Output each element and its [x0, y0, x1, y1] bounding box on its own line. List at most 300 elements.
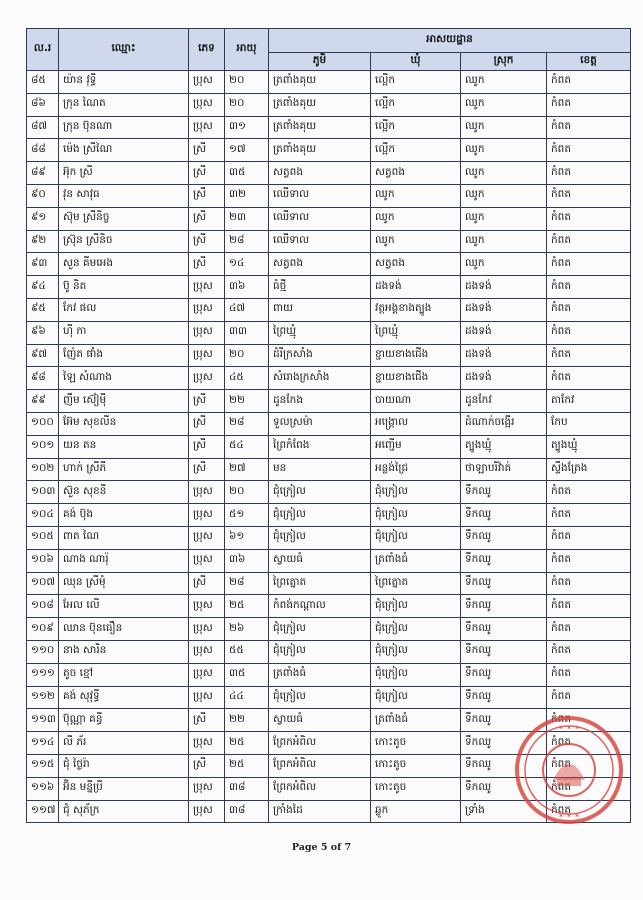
cell-commune: អង្គ្រោល	[371, 412, 461, 435]
table-row	[27, 71, 631, 94]
cell-commune: ជុំក្រៀល	[371, 481, 461, 504]
cell-commune: ល្អើក	[371, 93, 461, 116]
cell-age: ៣៥	[225, 162, 269, 185]
cell-age: ២៨	[225, 412, 269, 435]
cell-village: ឈើទាល	[269, 207, 371, 230]
cell-commune: ខ្ជាយខាងជើង	[371, 344, 461, 367]
cell-age: ៣៥	[225, 663, 269, 686]
table-row	[27, 618, 631, 641]
cell-village: ជុំក្រៀល	[269, 686, 371, 709]
cell-age: ៣៣	[225, 321, 269, 344]
cell-sex: ប្រុស	[189, 640, 225, 663]
cell-age: ២៨	[225, 230, 269, 253]
table-header	[27, 29, 631, 71]
cell-name: ឡៃ សំណាង	[59, 367, 189, 390]
cell-commune: ល្អើក	[371, 116, 461, 139]
cell-name: ឈាន ប៊ុនធឿន	[59, 618, 189, 641]
cell-age: ៤៤	[225, 686, 269, 709]
cell-commune: ព្រៃឃ្មុំ	[371, 321, 461, 344]
cell-commune: ព្រៃត្នោត	[371, 572, 461, 595]
cell-district: ដងទង់	[461, 344, 547, 367]
roster-table	[26, 28, 631, 823]
cell-province: កំពត	[547, 800, 631, 823]
table-row	[27, 572, 631, 595]
table-row	[27, 526, 631, 549]
cell-province: កំពត	[547, 686, 631, 709]
cell-no: ៨៨	[27, 139, 59, 162]
cell-no: ១០៣	[27, 481, 59, 504]
cell-commune: ត្រពាំងធំ	[371, 709, 461, 732]
cell-name: អ៊ិន មន្នីប្រី	[59, 777, 189, 800]
cell-commune: ត្រពាំងធំ	[371, 549, 461, 572]
cell-name: ហ៊ី កា	[59, 321, 189, 344]
cell-age: ២៥	[225, 595, 269, 618]
cell-commune: ជុំក្រៀល	[371, 595, 461, 618]
cell-commune: សត្វពង	[371, 162, 461, 185]
cell-age: ១៤	[225, 253, 269, 276]
cell-commune: ដងទង់	[371, 276, 461, 299]
cell-commune: ជុំក្រៀល	[371, 686, 461, 709]
cell-age: ៤៧	[225, 298, 269, 321]
cell-province: កំពត	[547, 504, 631, 527]
cell-sex: ប្រុស	[189, 298, 225, 321]
cell-age: ២៧	[225, 458, 269, 481]
table-body	[27, 71, 631, 823]
table-row	[27, 686, 631, 709]
cell-no: ១១៤	[27, 732, 59, 755]
table-row	[27, 276, 631, 299]
cell-province: កំពត	[547, 777, 631, 800]
cell-no: ៨៥	[27, 71, 59, 94]
cell-village: ឈើទាល	[269, 184, 371, 207]
cell-district: ទឹកឈូ	[461, 504, 547, 527]
cell-district: ទ្រាំង	[461, 800, 547, 823]
cell-district: ឈូក	[461, 71, 547, 94]
cell-sex: ប្រុស	[189, 595, 225, 618]
cell-no: ៩៧	[27, 344, 59, 367]
cell-district: ដងទង់	[461, 276, 547, 299]
cell-province: កំពត	[547, 367, 631, 390]
cell-age: ៣៦	[225, 549, 269, 572]
header-sex: ភេទ	[189, 29, 225, 71]
cell-province: កំពត	[547, 298, 631, 321]
cell-commune: កោះតូច	[371, 777, 461, 800]
table-row	[27, 116, 631, 139]
cell-name: ស៊ួន សុខនី	[59, 481, 189, 504]
table-row	[27, 207, 631, 230]
cell-name: យ៉ាន វុទ្ធី	[59, 71, 189, 94]
cell-village: ព្រៃត្នោត	[269, 572, 371, 595]
table-row	[27, 367, 631, 390]
cell-village: ជុំក្រៀល	[269, 618, 371, 641]
cell-age: ៥១	[225, 504, 269, 527]
cell-commune: កោះតូច	[371, 732, 461, 755]
table-row	[27, 435, 631, 458]
cell-village: ជុំក្រៀល	[269, 504, 371, 527]
header-district: ស្រុក	[461, 53, 547, 71]
cell-district: ឈូក	[461, 162, 547, 185]
cell-age: ២០	[225, 344, 269, 367]
cell-province: កំពត	[547, 276, 631, 299]
cell-name: សួន គីមអេង	[59, 253, 189, 276]
header-commune: ឃុំ	[371, 53, 461, 71]
cell-sex: ប្រុស	[189, 367, 225, 390]
cell-district: ដងទង់	[461, 298, 547, 321]
table-row	[27, 184, 631, 207]
cell-village: ព្រែកអំពិល	[269, 754, 371, 777]
cell-village: កំពង់កណ្តាល	[269, 595, 371, 618]
cell-commune: បាយណា	[371, 390, 461, 413]
table-row	[27, 253, 631, 276]
cell-name: វុន សាវុធ	[59, 184, 189, 207]
cell-sex: ប្រុស	[189, 276, 225, 299]
cell-sex: ស្រី	[189, 458, 225, 481]
cell-name: នាង សារិន	[59, 640, 189, 663]
cell-village: ស្វាយធំ	[269, 549, 371, 572]
cell-name: កែវ ផល	[59, 298, 189, 321]
cell-name: ក្រុន ណៃត	[59, 93, 189, 116]
cell-commune: ជុំក្រៀល	[371, 640, 461, 663]
cell-sex: ស្រី	[189, 412, 225, 435]
header-address: អាសយដ្ឋាន	[269, 29, 631, 53]
cell-province: កំពត	[547, 663, 631, 686]
cell-age: ៣២	[225, 184, 269, 207]
cell-district: ដំណាក់ចង្អើរ	[461, 412, 547, 435]
cell-district: ថាឡាបរិវ៉ាត់	[461, 458, 547, 481]
cell-village: ជុំក្រៀល	[269, 526, 371, 549]
cell-district: ទឹកឈូ	[461, 481, 547, 504]
cell-no: ៩៨	[27, 367, 59, 390]
table-row	[27, 458, 631, 481]
cell-sex: ប្រុស	[189, 777, 225, 800]
cell-age: ២០	[225, 71, 269, 94]
cell-no: ១១០	[27, 640, 59, 663]
cell-commune: ជុំក្រៀល	[371, 526, 461, 549]
cell-commune: សត្វពង	[371, 253, 461, 276]
table-row	[27, 162, 631, 185]
cell-age: ៣៦	[225, 276, 269, 299]
cell-district: ឈូក	[461, 116, 547, 139]
table-row	[27, 640, 631, 663]
header-age: អាយុ	[225, 29, 269, 71]
cell-age: ២៣	[225, 207, 269, 230]
cell-sex: ប្រុស	[189, 800, 225, 823]
cell-village: ឈើទាល	[269, 230, 371, 253]
cell-commune: ឈូក	[371, 184, 461, 207]
cell-commune: ខ្ជាយខាងជើង	[371, 367, 461, 390]
cell-district: ទឹកឈូ	[461, 732, 547, 755]
cell-district: ទឹកឈូ	[461, 526, 547, 549]
table-row	[27, 230, 631, 253]
cell-name: អ៊ែម សុខលីន	[59, 412, 189, 435]
cell-district: ទឹកឈូ	[461, 663, 547, 686]
cell-province: កំពត	[547, 732, 631, 755]
cell-district: ឈូក	[461, 139, 547, 162]
cell-no: ១០០	[27, 412, 59, 435]
cell-district: ឈូក	[461, 184, 547, 207]
cell-sex: ប្រុស	[189, 71, 225, 94]
cell-sex: ស្រី	[189, 207, 225, 230]
cell-name: ស៊ុម ស្រីនិច្ច	[59, 207, 189, 230]
cell-age: ២៨	[225, 572, 269, 595]
cell-age: ៤៥	[225, 367, 269, 390]
cell-sex: ប្រុស	[189, 93, 225, 116]
cell-commune: អញ្ជើម	[371, 435, 461, 458]
cell-village: ព្រៃកំពែង	[269, 435, 371, 458]
table-row	[27, 390, 631, 413]
cell-province: តាកែវ	[547, 390, 631, 413]
cell-commune: ឈូក	[371, 207, 461, 230]
cell-district: ទឹកឈូ	[461, 572, 547, 595]
cell-village: ព្រៃឃ្មុំ	[269, 321, 371, 344]
cell-no: ៩៥	[27, 298, 59, 321]
cell-village: ព្រែកអំពិល	[269, 777, 371, 800]
cell-province: កំពត	[547, 93, 631, 116]
cell-no: ១១៦	[27, 777, 59, 800]
cell-province: កំពត	[547, 754, 631, 777]
cell-no: ១០៩	[27, 618, 59, 641]
cell-village: មន	[269, 458, 371, 481]
cell-no: ៩៩	[27, 390, 59, 413]
cell-commune: ល្អើក	[371, 139, 461, 162]
cell-district: ទឹកឈូ	[461, 640, 547, 663]
svg-text:✶ ✶ ✶: ✶ ✶ ✶	[557, 812, 581, 820]
cell-commune: កោះតូច	[371, 754, 461, 777]
cell-age: ៣១	[225, 116, 269, 139]
cell-sex: ស្រី	[189, 162, 225, 185]
cell-age: ៥៤	[225, 435, 269, 458]
cell-no: ៩១	[27, 207, 59, 230]
cell-province: កំពត	[547, 481, 631, 504]
cell-no: ៩៦	[27, 321, 59, 344]
cell-no: ៩៣	[27, 253, 59, 276]
cell-province: ស្ទឹងត្រែង	[547, 458, 631, 481]
header-name: ឈ្មោះ	[59, 29, 189, 71]
cell-province: កំពត	[547, 71, 631, 94]
cell-age: ៦១	[225, 526, 269, 549]
official-seal-stamp	[513, 714, 625, 826]
cell-commune: វត្តអង្គខាងត្បូង	[371, 298, 461, 321]
svg-text:✶ ✶ ✶: ✶ ✶ ✶	[557, 724, 581, 732]
cell-province: កំពត	[547, 618, 631, 641]
cell-commune: ល្អើក	[371, 71, 461, 94]
cell-name: ម៉េង ស្រីណៃ	[59, 139, 189, 162]
cell-sex: ប្រុស	[189, 116, 225, 139]
cell-province: កំពត	[547, 230, 631, 253]
cell-age: ៣៨	[225, 777, 269, 800]
cell-sex: ស្រី	[189, 390, 225, 413]
cell-name: គង់ ប៊ុង	[59, 504, 189, 527]
cell-province: កំពត	[547, 116, 631, 139]
cell-age: ២៥	[225, 732, 269, 755]
cell-village: ទួលស្រម៉ា	[269, 412, 371, 435]
cell-no: ១១២	[27, 686, 59, 709]
cell-sex: ប្រុស	[189, 481, 225, 504]
cell-province: កំពត	[547, 572, 631, 595]
cell-province: កំពត	[547, 321, 631, 344]
cell-no: ១០៥	[27, 526, 59, 549]
cell-province: កំពត	[547, 595, 631, 618]
cell-sex: ប្រុស	[189, 663, 225, 686]
cell-age: ២៦	[225, 618, 269, 641]
cell-age: ១៧	[225, 139, 269, 162]
cell-name: លី ភ័រ	[59, 732, 189, 755]
table-row	[27, 139, 631, 162]
cell-district: ទឹកឈូ	[461, 618, 547, 641]
header-village: ភូមិ	[269, 53, 371, 71]
cell-name: យន តន	[59, 435, 189, 458]
cell-no: ១១៥	[27, 754, 59, 777]
cell-sex: ប្រុស	[189, 321, 225, 344]
cell-name: ពាត ណៃ	[59, 526, 189, 549]
cell-name: អែល លើ	[59, 595, 189, 618]
cell-province: កំពត	[547, 526, 631, 549]
cell-district: ទឹកឈូ	[461, 686, 547, 709]
cell-no: ១១១	[27, 663, 59, 686]
table-row	[27, 595, 631, 618]
cell-province: ត្បូងឃ្មុំ	[547, 435, 631, 458]
cell-no: ១០៤	[27, 504, 59, 527]
cell-village: សត្វពង	[269, 162, 371, 185]
cell-village: ដូនកែង	[269, 390, 371, 413]
cell-province: កំពត	[547, 184, 631, 207]
cell-commune: ជុំក្រៀល	[371, 663, 461, 686]
cell-age: ៥៥	[225, 640, 269, 663]
cell-name: ប៊ុណ្ណា គន្ធី	[59, 709, 189, 732]
cell-age: ២២	[225, 390, 269, 413]
cell-name: ជុំ សុភ័ក្រ	[59, 800, 189, 823]
cell-district: ឈូក	[461, 93, 547, 116]
cell-no: ១១៧	[27, 800, 59, 823]
cell-district: ឈូក	[461, 230, 547, 253]
table-row	[27, 321, 631, 344]
cell-province: កែប	[547, 412, 631, 435]
cell-name: ជុំ ថៃ្ងរ៉ា	[59, 754, 189, 777]
table-row	[27, 93, 631, 116]
table-row	[27, 504, 631, 527]
cell-no: ១០៦	[27, 549, 59, 572]
cell-province: កំពត	[547, 549, 631, 572]
cell-commune: ជុំក្រៀល	[371, 504, 461, 527]
cell-district: ទឹកឈូ	[461, 754, 547, 777]
cell-name: ញឹម ស៊ៀម៉ី	[59, 390, 189, 413]
cell-village: ត្រពាំងគុយ	[269, 139, 371, 162]
cell-no: ៨៦	[27, 93, 59, 116]
table-row	[27, 412, 631, 435]
page-number: Page 5 of 7	[291, 842, 352, 853]
cell-province: កំពត	[547, 207, 631, 230]
cell-sex: ស្រី	[189, 754, 225, 777]
cell-no: ៨៧	[27, 116, 59, 139]
cell-village: ត្រពាំងធំ	[269, 663, 371, 686]
header-no: ល.រ	[27, 29, 59, 71]
cell-province: កំពត	[547, 139, 631, 162]
cell-village: ពាយ	[269, 298, 371, 321]
cell-sex: ស្រី	[189, 184, 225, 207]
cell-village: ធំថ្មី	[269, 276, 371, 299]
cell-no: ១១៣	[27, 709, 59, 732]
cell-province: កំពត	[547, 162, 631, 185]
cell-village: ត្រពាំងគុយ	[269, 116, 371, 139]
cell-sex: ប្រុស	[189, 686, 225, 709]
cell-district: ឈូក	[461, 207, 547, 230]
table-row	[27, 663, 631, 686]
cell-sex: ស្រី	[189, 572, 225, 595]
cell-name: តូច ខ្មៅ	[59, 663, 189, 686]
cell-village: ក្រាំងដៃ	[269, 800, 371, 823]
cell-name: ក្រុន ប៊ុនណា	[59, 116, 189, 139]
cell-sex: ប្រុស	[189, 504, 225, 527]
cell-no: ១០៧	[27, 572, 59, 595]
cell-no: ១០៨	[27, 595, 59, 618]
cell-village: សត្វពង	[269, 253, 371, 276]
cell-name: ប៊ូ និត	[59, 276, 189, 299]
cell-district: ទឹកឈូ	[461, 777, 547, 800]
cell-sex: ប្រុស	[189, 618, 225, 641]
table-row	[27, 298, 631, 321]
cell-sex: ប្រុស	[189, 732, 225, 755]
cell-name: អ៊ុក ស្រី	[59, 162, 189, 185]
cell-sex: ប្រុស	[189, 526, 225, 549]
table-row	[27, 481, 631, 504]
cell-sex: ប្រុស	[189, 549, 225, 572]
cell-no: ១០១	[27, 435, 59, 458]
cell-village: ជុំក្រៀល	[269, 481, 371, 504]
cell-district: ឈូក	[461, 253, 547, 276]
cell-name: ហាក់ ស្រីភី	[59, 458, 189, 481]
cell-name: ឈុន ស្រីមុំ	[59, 572, 189, 595]
cell-name: ណាង ណារ៉ុ	[59, 549, 189, 572]
cell-commune: អន្លង់ជ្រៃ	[371, 458, 461, 481]
cell-name: គង់ សុវុទ្ធី	[59, 686, 189, 709]
cell-village: ដំរីក្រសាំង	[269, 344, 371, 367]
cell-commune: ឈូក	[371, 230, 461, 253]
cell-no: ១០២	[27, 458, 59, 481]
cell-village: ស្វាយធំ	[269, 709, 371, 732]
cell-province: កំពត	[547, 344, 631, 367]
cell-sex: ស្រី	[189, 230, 225, 253]
cell-sex: ប្រុស	[189, 344, 225, 367]
cell-sex: ស្រី	[189, 253, 225, 276]
cell-age: ២៥	[225, 754, 269, 777]
cell-sex: ស្រី	[189, 709, 225, 732]
cell-age: ២០	[225, 93, 269, 116]
cell-age: ២០	[225, 481, 269, 504]
cell-commune: ជុំក្រៀល	[371, 618, 461, 641]
cell-sex: ស្រី	[189, 139, 225, 162]
cell-commune: ឆ្លូក	[371, 800, 461, 823]
cell-age: ២២	[225, 709, 269, 732]
cell-village: ត្រពាំងគុយ	[269, 71, 371, 94]
cell-age: ៣៨	[225, 800, 269, 823]
cell-district: ដូនកែវ	[461, 390, 547, 413]
cell-district: ទឹកឈូ	[461, 709, 547, 732]
cell-village: ព្រែកអំពិល	[269, 732, 371, 755]
cell-name: ញ៉ែត ផាំង	[59, 344, 189, 367]
cell-province: កំពត	[547, 709, 631, 732]
cell-name: ស្រ៊ុន ស្រីនិច	[59, 230, 189, 253]
cell-district: ដងទង់	[461, 321, 547, 344]
cell-village: ជុំក្រៀល	[269, 640, 371, 663]
cell-village: សំរោងក្រសាំង	[269, 367, 371, 390]
cell-no: ៩៤	[27, 276, 59, 299]
cell-no: ៩២	[27, 230, 59, 253]
header-province: ខេត្ត	[547, 53, 631, 71]
cell-village: ត្រពាំងគុយ	[269, 93, 371, 116]
cell-province: កំពត	[547, 253, 631, 276]
cell-district: ត្បូងឃ្មុំ	[461, 435, 547, 458]
cell-district: ដងទង់	[461, 367, 547, 390]
